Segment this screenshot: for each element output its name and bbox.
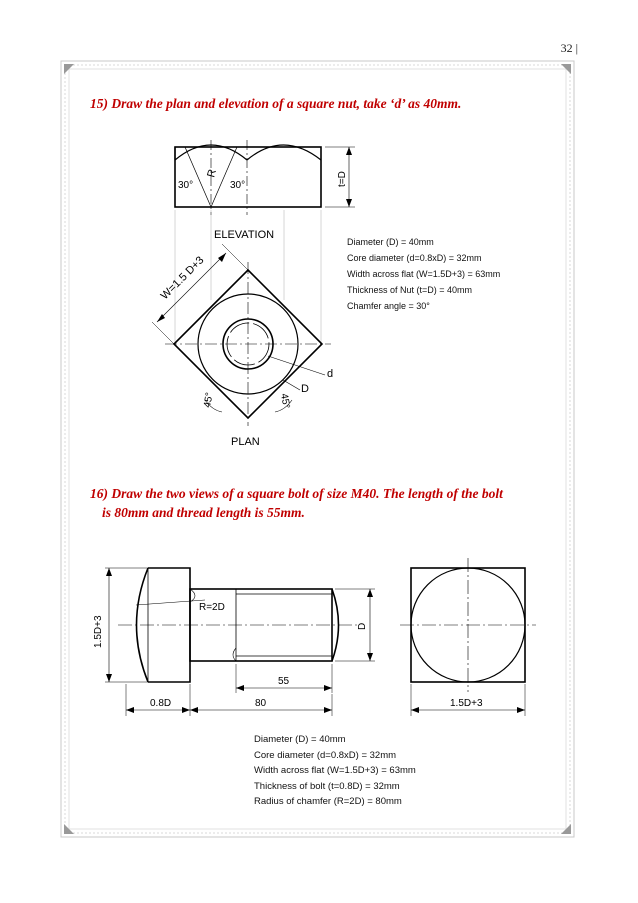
nut-big-d-label: D [301, 383, 309, 395]
nut-small-d-label: d [327, 368, 334, 380]
nut-chamfer-right-label: 45° [278, 392, 292, 410]
bolt-length-label: 80 [255, 698, 267, 709]
nut-angle-right-label: 30° [230, 180, 246, 191]
bolt-thread-length-label: 55 [278, 676, 290, 687]
bolt-radius-label: R=2D [199, 602, 225, 613]
elevation-label: ELEVATION [214, 229, 275, 241]
bolt-specifications [254, 732, 416, 810]
question-15-title: 15) Draw the plan and elevation of a square nut, take ‘d’ as 40mm. [90, 96, 462, 111]
bolt-diameter-label: D [357, 622, 368, 630]
page-number: 32 | [560, 41, 578, 55]
bolt-spec-line: Radius of chamfer (R=2D) = 80mm [254, 796, 402, 807]
bolt-side-width-label: 1.5D+3 [450, 698, 483, 709]
nut-spec-line: Diameter (D) = 40mm [347, 237, 434, 247]
bolt-spec-line: Diameter (D) = 40mm [254, 734, 346, 745]
plan-label: PLAN [231, 436, 260, 448]
question-16-line-1: 16) Draw the two views of a square bolt of size M40. The length of the bolt [90, 486, 503, 501]
nut-radius-label: R [205, 167, 219, 179]
nut-spec-line: Width across flat (W=1.5D+3) = 63mm [347, 269, 501, 279]
bolt-head-thickness-label: 0.8D [150, 698, 172, 709]
nut-spec-line: Core diameter (d=0.8xD) = 32mm [347, 253, 482, 263]
nut-thickness-label: t=D [337, 171, 348, 187]
nut-angle-left-label: 30° [178, 180, 194, 191]
bolt-head-height-label: 1.5D+3 [93, 615, 104, 648]
bolt-spec-line: Width across flat (W=1.5D+3) = 63mm [254, 765, 416, 776]
nut-width-label: W=1.5 D+3 [158, 254, 207, 303]
bolt-spec-line: Thickness of bolt (t=0.8D) = 32mm [254, 780, 400, 792]
nut-spec-line: Chamfer angle = 30° [347, 301, 430, 311]
question-16-line-2: is 80mm and thread length is 55mm. [102, 505, 305, 520]
nut-spec-line: Thickness of Nut (t=D) = 40mm [347, 285, 473, 295]
bolt-spec-line: Core diameter (d=0.8xD) = 32mm [254, 749, 397, 761]
nut-chamfer-left-label: 45° [202, 391, 216, 409]
